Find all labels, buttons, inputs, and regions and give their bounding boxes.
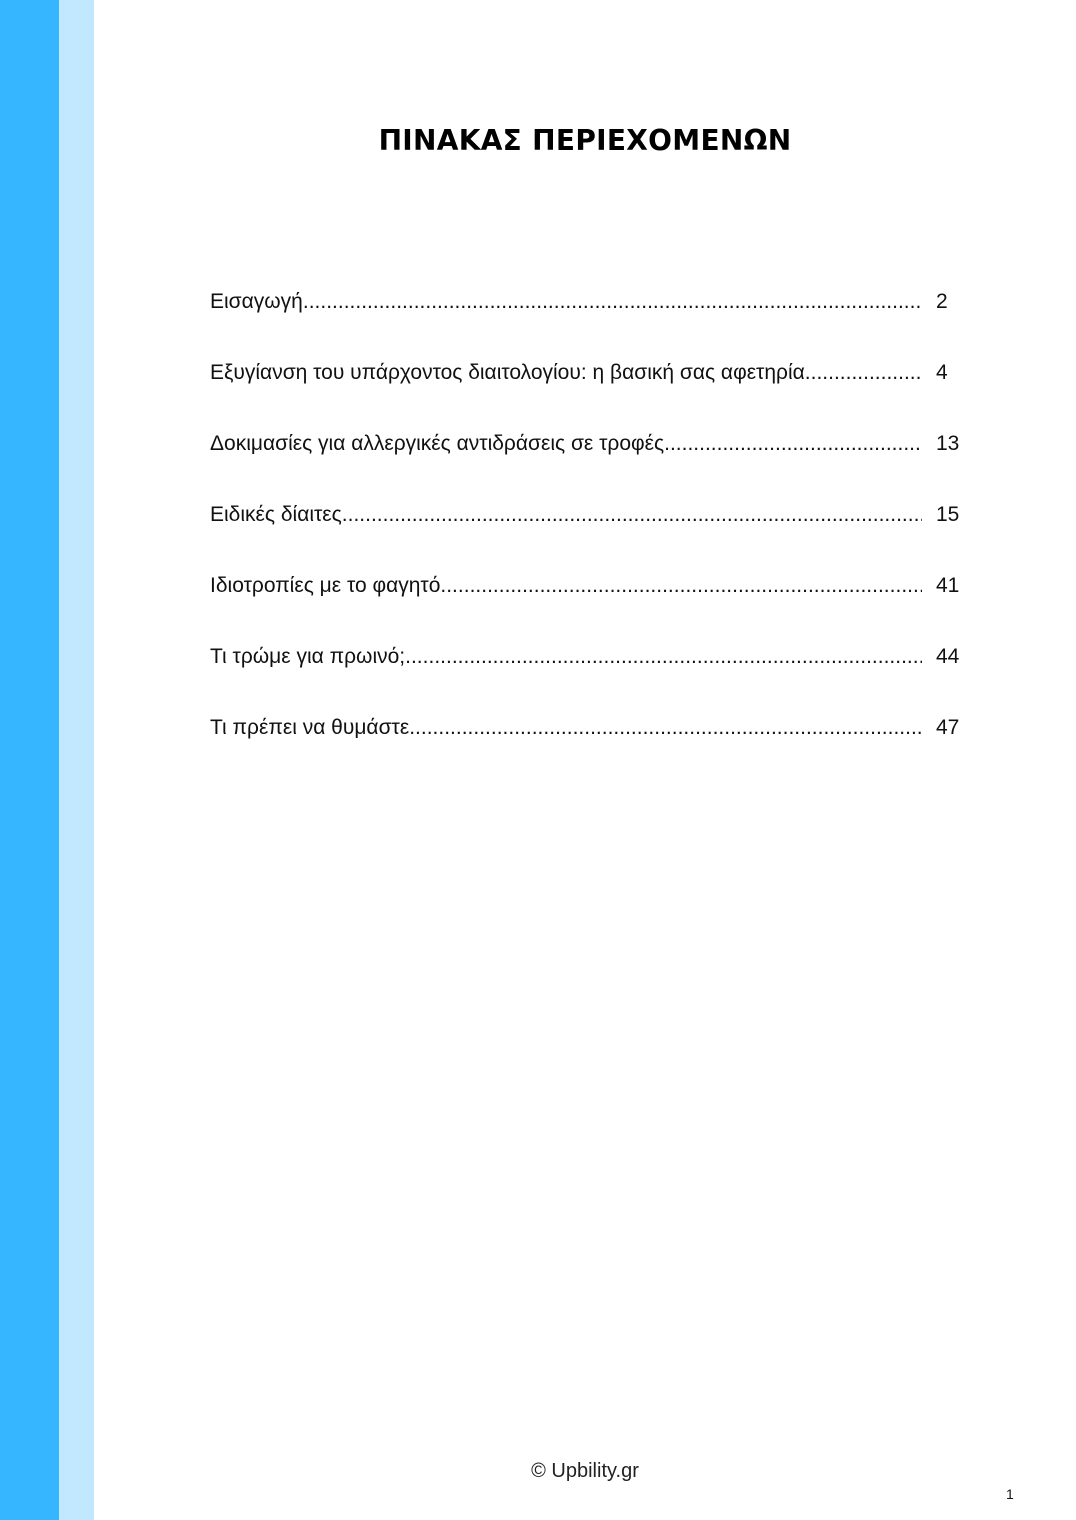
- toc-entry[interactable]: [210, 282, 962, 353]
- toc-entry[interactable]: [210, 637, 962, 708]
- toc-entry[interactable]: [210, 353, 962, 424]
- toc-entry-label: Ιδιοτροπίες με το φαγητό .....: [210, 566, 922, 606]
- left-border-band-light: [59, 0, 94, 1520]
- toc-entry-label: Ειδικές δίαιτες .....: [210, 495, 922, 535]
- toc-entry-label: Εξυγίανση του υπάρχοντος διαιτολογίου: η βασική σας αφετηρία .....: [210, 353, 922, 393]
- toc-entry-page: 41: [936, 574, 960, 597]
- toc-entry-page: 2: [936, 290, 948, 313]
- toc-entry-page: 4: [936, 361, 948, 384]
- toc-entry-page: 13: [936, 432, 960, 455]
- table-of-contents: [210, 282, 962, 779]
- toc-entry[interactable]: [210, 424, 962, 495]
- toc-entry-page: 44: [936, 645, 960, 668]
- left-border-band-dark: [0, 0, 59, 1520]
- toc-entry-label: Τι τρώμε για πρωινό; .....: [210, 637, 922, 677]
- toc-entry-label: Τι πρέπει να θυμάστε .....: [210, 708, 922, 748]
- page-title: ΠΙΝΑΚΑΣ ΠΕΡΙΕΧΟΜΕΝΩΝ: [378, 124, 792, 157]
- toc-entry-page: 15: [936, 503, 960, 526]
- toc-entry[interactable]: [210, 708, 962, 779]
- toc-entry[interactable]: [210, 566, 962, 637]
- copyright-footer: © Upbility.gr: [531, 1460, 639, 1482]
- page-number: 1: [1006, 1486, 1014, 1502]
- toc-entry-label: Εισαγωγή .....: [210, 282, 922, 322]
- toc-entry-page: 47: [936, 716, 960, 739]
- toc-entry-label: Δοκιμασίες για αλλεργικές αντιδράσεις σε τροφές .....: [210, 424, 922, 464]
- toc-entry[interactable]: [210, 495, 962, 566]
